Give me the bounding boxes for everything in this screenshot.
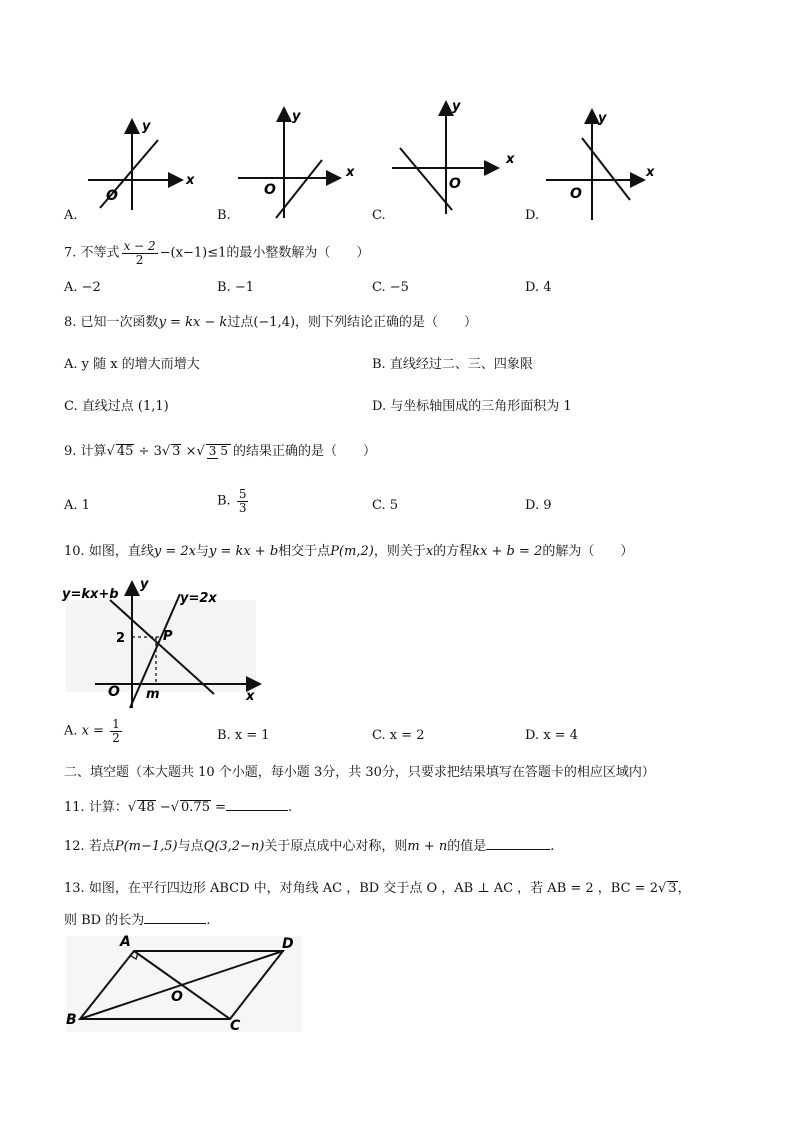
q6-c-y: y (452, 99, 461, 114)
q8-option-b[interactable]: B. 直线经过二、三、四象限 (372, 357, 533, 372)
q10-option-a-var: x = (81, 723, 105, 739)
q6-b-x: x (346, 165, 355, 180)
q10-text4: ，则关于 (373, 544, 426, 559)
q9-radicand-2: 3 (172, 444, 181, 459)
q12-q: Q(3,2−n) (203, 839, 265, 854)
q7-frac-den: 2 (135, 252, 144, 267)
q8-option-d[interactable]: D. 与坐标轴围成的三角形面积为 1 (372, 399, 572, 414)
q6-d-o: O (570, 186, 582, 202)
q9-option-c[interactable]: C. 5 (372, 498, 399, 513)
q7-option-d[interactable]: D. 4 (525, 280, 552, 295)
q11-end: . (288, 800, 293, 815)
q6-graph-c (392, 104, 496, 214)
q12-answer-blank[interactable] (486, 849, 550, 850)
q10-var: x (425, 544, 434, 559)
q10-option-a-label: A. (64, 723, 78, 739)
q13-line2-prefix: 则 BD 的长为 (64, 913, 145, 928)
q13-line1: 13. 如图，在平行四边形 ABCD 中，对角线 AC ，BD 交于点 O ，AB ⊥ AC ，若 AB = 2 ，BC = 2√ 3， (64, 881, 691, 896)
q9-op1: ÷ 3 (138, 444, 162, 459)
q8-prefix: 已知一次函数 (80, 315, 159, 330)
q9-r3-den: 5 (220, 444, 229, 459)
q10-label-2x: y=2x (180, 591, 217, 606)
q13-label-c: C (230, 1018, 241, 1034)
q6-b-o: O (264, 182, 276, 198)
q6-option-b[interactable]: B. (217, 208, 231, 223)
q11-radicand-1: 48 (138, 800, 155, 815)
q10-text6: 的解为（ ） (542, 544, 634, 559)
q13-radicand: 3 (668, 881, 677, 896)
q10-option-c[interactable]: C. x = 2 (372, 728, 425, 743)
q10-pt: P(m,2) (330, 544, 374, 559)
q9-stem: 9. 计算√ 45 ÷ 3√ 3 ×√ 3 5 的结果正确的是（ ） (64, 444, 377, 459)
q10-l1: y = 2x (153, 544, 196, 559)
q6-d-y: y (598, 111, 607, 126)
q13-line2 (64, 909, 210, 928)
q7-option-a[interactable]: A. −2 (64, 280, 101, 295)
q10-text3: 相交于点 (278, 544, 331, 559)
q10-label-m: m (146, 687, 160, 702)
q13-number: 13. (64, 881, 85, 896)
q11-prefix: 计算： (88, 800, 128, 815)
q13-answer-blank[interactable] (144, 923, 206, 924)
q11-stem: 11. 计算：√ 48 −√ 0.75 = . (64, 800, 293, 815)
q10-eq: kx + b = 2 (472, 544, 543, 559)
q9-option-d[interactable]: D. 9 (525, 498, 552, 513)
q11-minus: − (159, 800, 171, 815)
q6-b-line (276, 160, 322, 218)
q10-number: 10. (64, 544, 85, 559)
q6-a-o: O (106, 188, 118, 204)
q13-text1: 如图，在平行四边形 ABCD 中，对角线 AC ，BD 交于点 O ，AB ⊥ AC ，若 AB = 2 ，BC = 2 (88, 881, 658, 896)
q8-stem (64, 311, 477, 330)
q7-frac-num: x − 2 (123, 239, 156, 253)
q8-option-a[interactable]: A. y 随 x 的增大而增大 (64, 357, 200, 372)
q8-suffix: ，则下列结论正确的是（ ） (295, 315, 478, 330)
q10-opta-den: 2 (112, 730, 120, 745)
q12-stem (64, 835, 554, 854)
q13-label-d: D (282, 936, 294, 952)
q8-mid: 过点 (227, 315, 254, 330)
q12-number: 12. (64, 839, 85, 854)
q10-label-kxb: y=kx+b (62, 587, 119, 602)
q11-radicand-2: 0.75 (181, 800, 210, 815)
q11-number: 11. (64, 800, 85, 815)
q9-r3-num: 3 (208, 444, 217, 459)
q13-label-b: B (66, 1012, 77, 1028)
q13-label-a: A (120, 934, 131, 950)
q9-number: 9. (64, 444, 77, 459)
q6-c-o: O (449, 176, 461, 192)
q10-text1: 如图，直线 (88, 544, 154, 559)
q12-suffix: 的值是 (447, 839, 487, 854)
q10-opta-num: 1 (112, 717, 120, 731)
q6-option-c[interactable]: C. (372, 208, 386, 223)
q10-graph (60, 572, 270, 712)
q7-suffix: 的最小整数解为（ ） (226, 245, 370, 261)
q9-option-a[interactable]: A. 1 (64, 498, 90, 513)
q6-graph-d (546, 112, 642, 220)
q10-text5: 的方程 (433, 544, 473, 559)
q10-label-x: x (246, 689, 255, 704)
q9-suffix: 的结果正确的是（ ） (233, 444, 377, 459)
q6-b-y: y (292, 109, 301, 124)
q9-radicand-3 (206, 444, 231, 458)
q10-option-d[interactable]: D. x = 4 (525, 728, 578, 743)
q12-end: . (550, 839, 555, 854)
q10-stem (64, 540, 633, 559)
q12-mid: 与点 (177, 839, 204, 854)
section2-title: 二、填空题（本大题共 10 个小题，每小题 3分，共 30分，只要求把结果填写在答题卡的相应区域内） (64, 765, 655, 780)
q7-prefix: 不等式 (80, 245, 120, 261)
q6-graph-b (238, 110, 338, 218)
q12-prefix: 若点 (88, 839, 115, 854)
q7-number: 7. (64, 245, 77, 261)
q6-c-line (400, 148, 452, 210)
q7-option-c[interactable]: C. −5 (372, 280, 409, 295)
q13-line2-end: . (206, 913, 211, 928)
q7-option-b[interactable]: B. −1 (217, 280, 254, 295)
q10-text2: 与 (195, 544, 209, 559)
q6-d-x: x (646, 165, 655, 180)
q10-option-a[interactable] (64, 718, 124, 744)
q10-option-b[interactable]: B. x = 1 (217, 728, 270, 743)
q6-a-x: x (186, 173, 195, 188)
q10-l2: y = kx + b (208, 544, 279, 559)
q6-option-d[interactable]: D. (525, 208, 540, 223)
q10-label-o: O (108, 684, 120, 700)
q10-label-p: P (163, 629, 173, 644)
q13-label-o: O (171, 989, 183, 1005)
q9-radicand-1: 45 (116, 444, 134, 459)
q10-label-y: y (140, 577, 149, 592)
q9-optb-num: 5 (238, 487, 247, 501)
q12-mid2: 关于原点成中心对称，则 (264, 839, 408, 854)
q8-func: y = kx − k (158, 315, 228, 330)
q13-line1-end: ， (677, 881, 691, 896)
q11-answer-blank[interactable] (226, 810, 288, 811)
q12-p: P(m−1,5) (114, 839, 178, 854)
q6-option-a[interactable]: A. (64, 208, 78, 223)
q7-stem (64, 240, 369, 266)
q10-option-a-frac (110, 718, 122, 744)
q9-op2: × (185, 444, 197, 459)
q6-a-y: y (142, 119, 151, 134)
q7-fraction (122, 240, 158, 266)
q13-figure (60, 928, 310, 1038)
q6-graphs (0, 95, 794, 230)
q7-expr: −(x−1)≤1 (159, 245, 227, 261)
q9-optb-den: 3 (238, 500, 247, 515)
q11-eq: = (215, 800, 227, 815)
q9-option-b-label: B. (217, 493, 231, 509)
q8-option-c[interactable]: C. 直线过点 (1,1) (64, 399, 169, 414)
q10-label-2: 2 (116, 631, 126, 646)
q9-prefix: 计算 (80, 444, 107, 459)
q6-c-x: x (506, 152, 515, 167)
q6-d-line (582, 138, 630, 200)
q12-expr: m + n (407, 839, 448, 854)
q9-option-b-frac (237, 488, 249, 514)
q6-graph-a (88, 122, 180, 210)
q8-number: 8. (64, 315, 77, 330)
q8-point: (−1,4) (253, 315, 296, 330)
q9-option-b[interactable] (217, 488, 250, 514)
